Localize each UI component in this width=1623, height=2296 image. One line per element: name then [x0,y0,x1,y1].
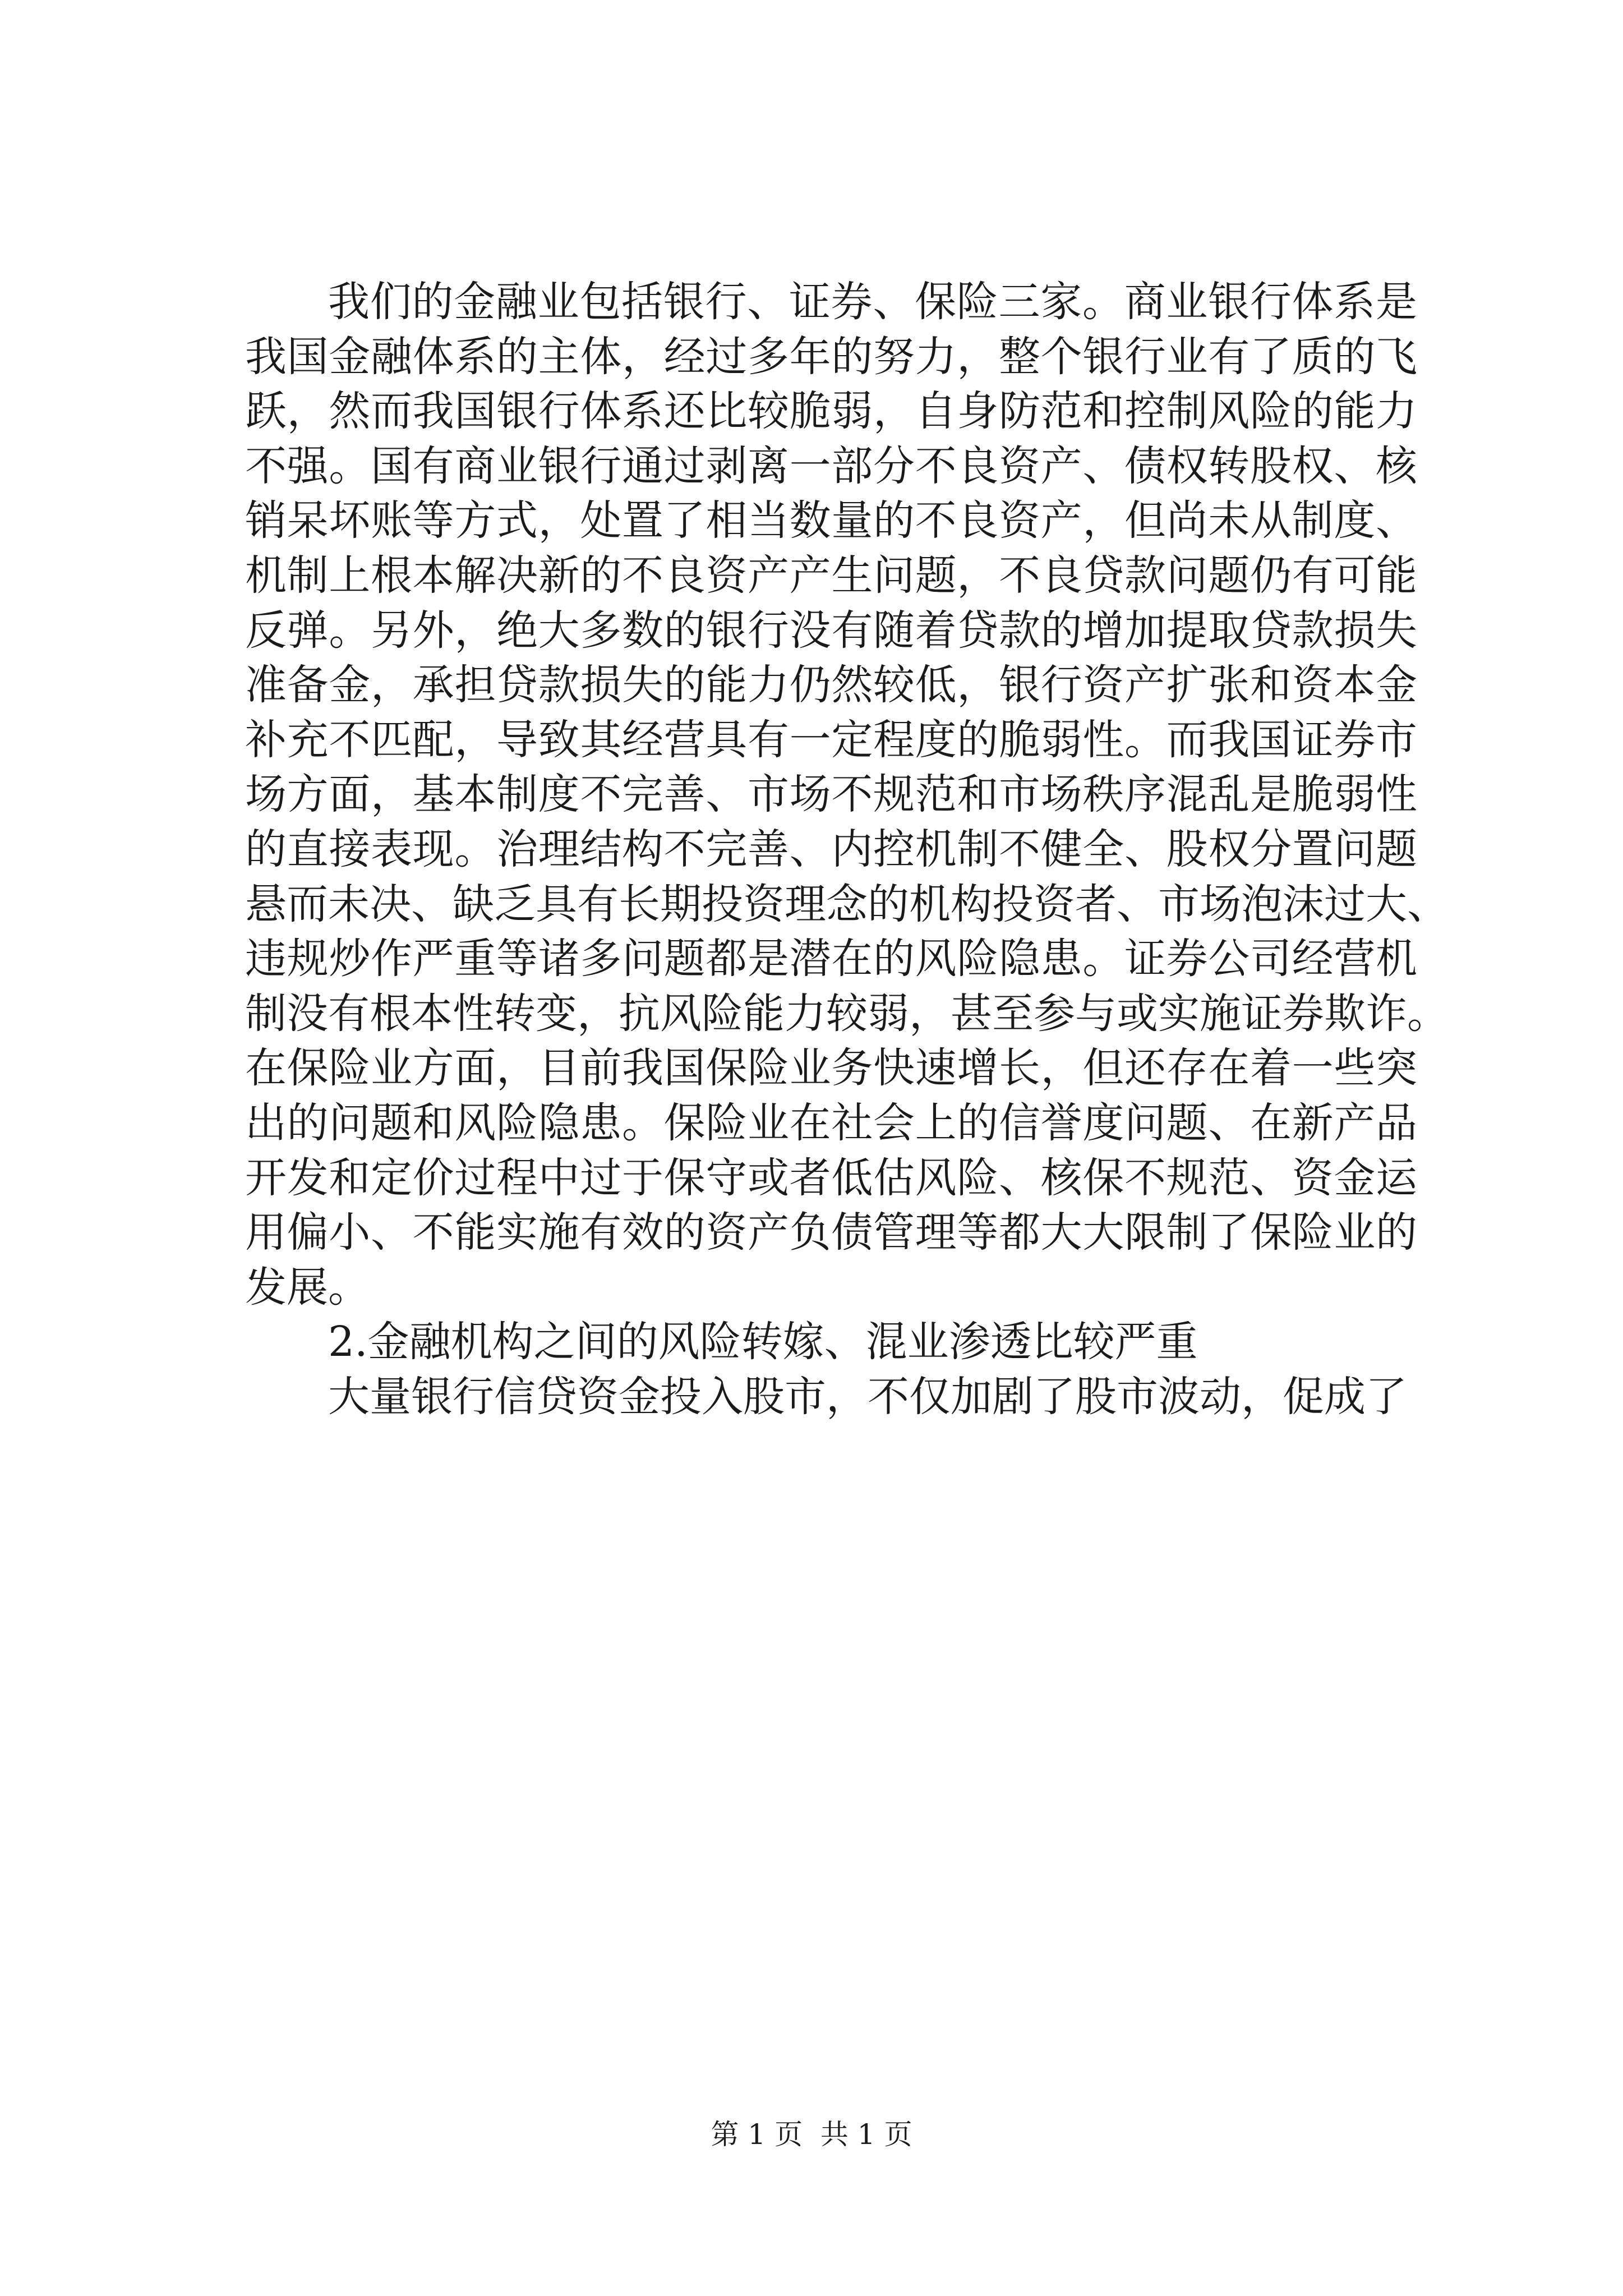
text-line: 销呆坏账等方式，处置了相当数量的不良资产，但尚未从制度、 [245,496,1417,545]
section-heading [245,1315,1417,1370]
document-body [245,275,1449,1424]
text-line: 跃，然而我国银行体系还比较脆弱，自身防范和控制风险的能力 [245,387,1417,436]
text-line: 不强。国有商业银行通过剥离一部分不良资产、债权转股权、核 [245,441,1417,490]
text-line: 的直接表现。治理结构不完善、内控机制不健全、股权分置问题 [245,825,1417,873]
text-line: 违规炒作严重等诸多问题都是潜在的风险隐患。证券公司经营机 [245,935,1417,983]
text-line: 大量银行信贷资金投入股市，不仅加剧了股市波动，促成了 [328,1372,1407,1421]
text-line: 出的问题和风险隐患。保险业在社会上的信誉度问题、在新产品 [245,1098,1417,1147]
text-line: 准备金，承担贷款损失的能力仍然较低，银行资产扩张和资本金 [245,661,1417,710]
paragraph [245,275,1449,1315]
text-line: 场方面，基本制度不完善、市场不规范和市场秩序混乱是脆弱性 [245,770,1417,819]
text-line: 发展。 [245,1263,370,1312]
text-line: 反弹。另外，绝大多数的银行没有随着贷款的增加提取贷款损失 [245,606,1417,655]
text-line: 我国金融体系的主体，经过多年的努力，整个银行业有了质的飞 [245,332,1417,381]
text-line: 悬而未决、缺乏具有长期投资理念的机构投资者、市场泡沫过大、 [245,880,1449,928]
text-line: 制没有根本性转变，抗风险能力较弱，甚至参与或实施证券欺诈。 [245,989,1449,1038]
text-line: 在保险业方面，目前我国保险业务快速增长，但还存在着一些突 [245,1044,1417,1093]
paragraph [245,1370,1417,1425]
text-line: 补充不匹配，导致其经营具有一定程度的脆弱性。而我国证券市 [245,715,1417,764]
text-line: 2.金融机构之间的风险转嫁、混业渗透比较严重 [328,1318,1198,1366]
text-line: 机制上根本解决新的不良资产产生问题，不良贷款问题仍有可能 [245,551,1417,600]
text-line: 用偏小、不能实施有效的资产负债管理等都大大限制了保险业的 [245,1208,1417,1257]
text-line: 开发和定价过程中过于保守或者低估风险、核保不规范、资金运 [245,1153,1417,1202]
page-footer: 第 1 页 共 1 页 [711,2118,912,2151]
text-line: 我们的金融业包括银行、证券、保险三家。商业银行体系是 [328,278,1417,326]
